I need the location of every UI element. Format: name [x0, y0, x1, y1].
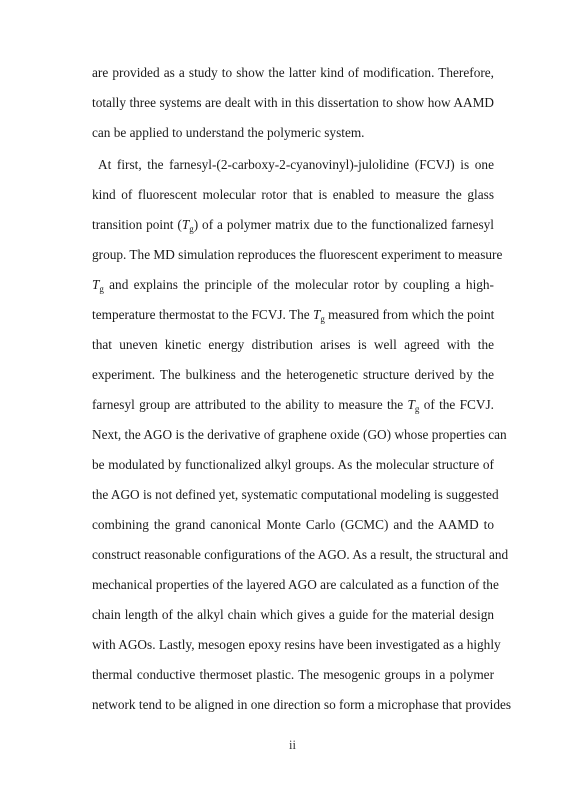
text-line: kind of fluorescent molecular rotor that is enabled to measure the glass: [92, 187, 494, 202]
text-line: [92, 390, 494, 420]
text-fragment: of the FCVJ.: [419, 397, 494, 412]
text-line: At first, the farnesyl-(2-carboxy-2-cyanovinyl)-julolidine (FCVJ) is one: [98, 157, 494, 172]
text-fragment: and explains the principle of the molecular rotor by coupling a high-: [103, 277, 494, 292]
body-text: [92, 58, 512, 720]
text-fragment: farnesyl group are attributed to the ability to measure the: [92, 397, 408, 412]
tg-subscript: g: [320, 314, 325, 324]
text-line: mechanical properties of the layered AGO are calculated as a function of the: [92, 577, 499, 592]
text-line: can be applied to understand the polymeric system.: [92, 125, 365, 140]
text-line: Next, the AGO is the derivative of graphene oxide (GO) whose properties can: [92, 427, 507, 442]
text-line: are provided as a study to show the latter kind of modification. Therefore,: [92, 65, 494, 80]
tg-subscript: g: [99, 284, 104, 294]
tg-symbol: T: [181, 217, 190, 232]
tg-symbol: T: [407, 397, 415, 412]
text-fragment: temperature thermostat to the FCVJ. The: [92, 307, 313, 322]
text-line: [92, 270, 494, 300]
text-line: totally three systems are dealt with in this dissertation to show how AAMD: [92, 95, 494, 110]
text-fragment: transition point (: [92, 217, 182, 232]
text-line: [92, 300, 494, 330]
paragraph-1: [92, 58, 494, 148]
text-line: combining the grand canonical Monte Carlo (GCMC) and the AAMD to: [92, 517, 494, 532]
paragraph-2: [92, 150, 512, 720]
tg-symbol: T: [312, 307, 321, 322]
tg-symbol: T: [92, 277, 100, 292]
page-number: ii: [289, 738, 296, 752]
text-line: group. The MD simulation reproduces the fluorescent experiment to measure: [92, 247, 503, 262]
text-line: network tend to be aligned in one direction so form a microphase that provides: [92, 697, 512, 712]
text-line: the AGO is not defined yet, systematic computational modeling is suggested: [92, 487, 499, 502]
text-line: be modulated by functionalized alkyl groups. As the molecular structure of: [92, 457, 494, 472]
tg-subscript: g: [414, 404, 420, 414]
text-line: with AGOs. Lastly, mesogen epoxy resins have been investigated as a highly: [92, 637, 501, 652]
text-line: chain length of the alkyl chain which gives a guide for the material design: [92, 607, 494, 622]
text-line: that uneven kinetic energy distribution arises is well agreed with the: [92, 337, 494, 352]
text-line: [92, 210, 494, 240]
text-fragment: measured from which the point: [324, 307, 495, 322]
text-fragment: ) of a polymer matrix due to the functionalized farnesyl: [193, 217, 494, 232]
text-line: construct reasonable configurations of the AGO. As a result, the structural and: [92, 547, 509, 562]
tg-subscript: g: [189, 224, 194, 234]
text-line: experiment. The bulkiness and the heterogenetic structure derived by the: [92, 367, 494, 382]
text-line: thermal conductive thermoset plastic. The mesogenic groups in a polymer: [92, 667, 494, 682]
